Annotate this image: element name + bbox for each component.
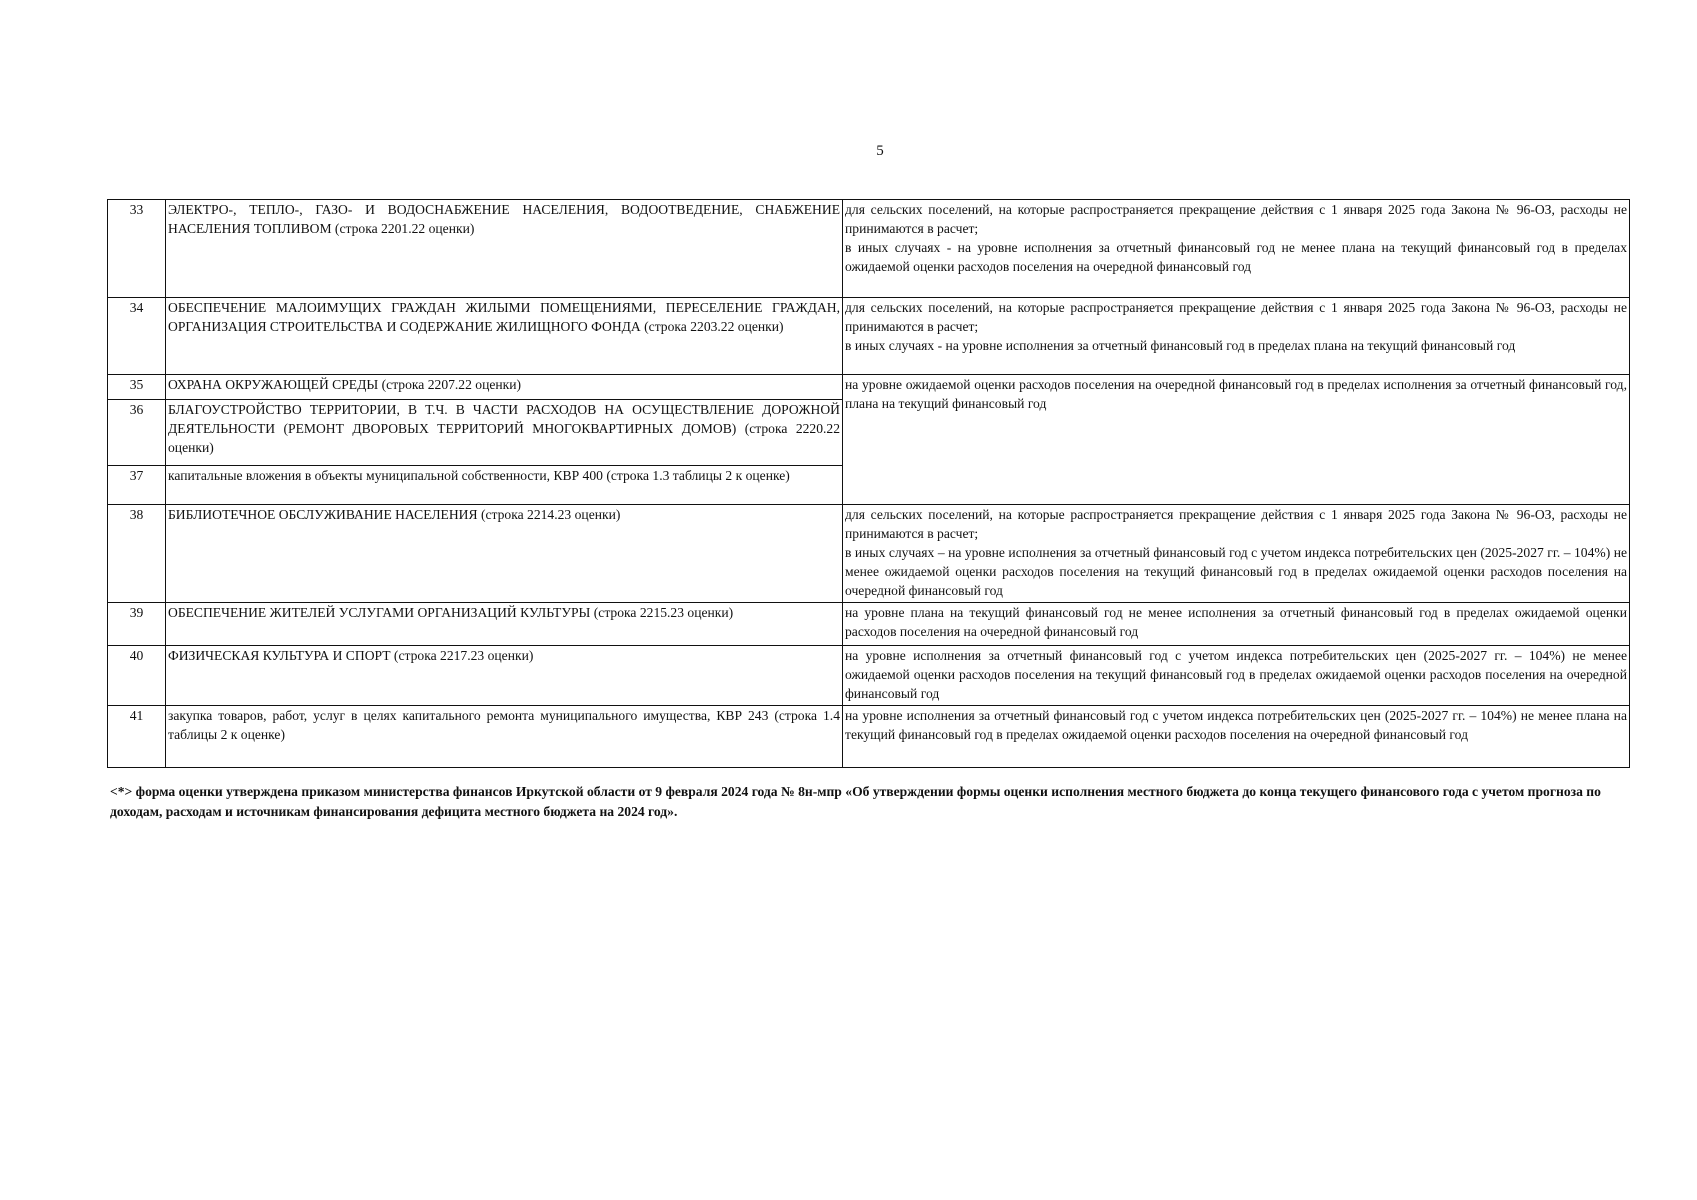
- row-number: 35: [108, 375, 166, 400]
- expense-item: ЭЛЕКТРО-, ТЕПЛО-, ГАЗО- И ВОДОСНАБЖЕНИЕ НАСЕЛЕНИЯ, ВОДООТВЕДЕНИЕ, СНАБЖЕНИЕ НАСЕЛЕНИЯ ТОПЛИВОМ (строка 2201.22 оценки): [166, 200, 843, 298]
- table-row: [108, 298, 1630, 375]
- rule-text: на уровне плана на текущий финансовый год не менее исполнения за отчетный финансовый год в пределах ожидаемой оценки расходов поселения на очередной финансовый год: [845, 605, 1627, 639]
- rule-text: на уровне исполнения за отчетный финансовый год с учетом индекса потребительских цен (2025-2027 гг. – 104%) не менее плана на текущий финансовый год в пределах ожидаемой оценки расходов поселения на очередной финансовый год: [845, 708, 1627, 742]
- row-number: 39: [108, 603, 166, 646]
- table-row: [108, 375, 1630, 400]
- table-row: [108, 505, 1630, 603]
- table-row: [108, 603, 1630, 646]
- expense-item: закупка товаров, работ, услуг в целях капитального ремонта муниципального имущества, КВР 243 (строка 1.4 таблицы 2 к оценке): [166, 706, 843, 768]
- expense-item: ОБЕСПЕЧЕНИЕ МАЛОИМУЩИХ ГРАЖДАН ЖИЛЫМИ ПОМЕЩЕНИЯМИ, ПЕРЕСЕЛЕНИЕ ГРАЖДАН, ОРГАНИЗАЦИЯ СТРОИТЕЛЬСТВА И СОДЕРЖАНИЕ ЖИЛИЩНОГО ФОНДА (строка 2203.22 оценки): [166, 298, 843, 375]
- calculation-rule: [843, 298, 1630, 375]
- rule-text: на уровне исполнения за отчетный финансовый год с учетом индекса потребительских цен (2025-2027 гг. – 104%) не менее ожидаемой оценки расходов поселения на текущий финансовый год в пределах ожидаемой оценки расходов поселения на очередной финансовый год: [845, 648, 1627, 701]
- rule-text: для сельских поселений, на которые распространяется прекращение действия с 1 января 2025 года Закона № 96-ОЗ, расходы не принимаются в расчет; в иных случаях - на уровне исполнения за отчетный финансовый год не менее плана на текущий финансовый год в пределах ожидаемой оценки расходов поселения на очередной финансовый год: [845, 202, 1627, 274]
- expense-item: ОБЕСПЕЧЕНИЕ ЖИТЕЛЕЙ УСЛУГАМИ ОРГАНИЗАЦИЙ КУЛЬТУРЫ (строка 2215.23 оценки): [166, 603, 843, 646]
- table-row: [108, 706, 1630, 768]
- calculation-rule: [843, 646, 1630, 706]
- row-number: 37: [108, 466, 166, 505]
- row-number: 33: [108, 200, 166, 298]
- expense-item: БЛАГОУСТРОЙСТВО ТЕРРИТОРИИ, В Т.Ч. В ЧАСТИ РАСХОДОВ НА ОСУЩЕСТВЛЕНИЕ ДОРОЖНОЙ ДЕЯТЕЛЬНОСТИ (РЕМОНТ ДВОРОВЫХ ТЕРРИТОРИЙ МНОГОКВАРТИРНЫХ ДОМОВ) (строка 2220.22 оценки): [166, 400, 843, 466]
- expense-item: ОХРАНА ОКРУЖАЮЩЕЙ СРЕДЫ (строка 2207.22 оценки): [166, 375, 843, 400]
- calculation-rule: [843, 603, 1630, 646]
- calculation-rule: [843, 375, 1630, 505]
- table-row: [108, 200, 1630, 298]
- rule-text: для сельских поселений, на которые распространяется прекращение действия с 1 января 2025 года Закона № 96-ОЗ, расходы не принимаются в расчет; в иных случаях – на уровне исполнения за отчетный финансовый год с учетом индекса потребительских цен (2025-2027 гг. – 104%) не менее ожидаемой оценки расходов поселения на текущий финансовый год в пределах ожидаемой оценки расходов поселения на очередной финансовый год: [845, 507, 1627, 598]
- row-number: 40: [108, 646, 166, 706]
- row-number: 34: [108, 298, 166, 375]
- row-number: 38: [108, 505, 166, 603]
- budget-rules-table: [107, 199, 1630, 768]
- calculation-rule: [843, 706, 1630, 768]
- row-number: 41: [108, 706, 166, 768]
- page-number: 5: [876, 143, 884, 159]
- calculation-rule: [843, 505, 1630, 603]
- expense-item: капитальные вложения в объекты муниципальной собственности, КВР 400 (строка 1.3 таблицы 2 к оценке): [166, 466, 843, 505]
- calculation-rule: [843, 200, 1630, 298]
- table-row: [108, 646, 1630, 706]
- footnote: <*> форма оценки утверждена приказом министерства финансов Иркутской области от 9 февраля 2024 года № 8н-мпр «Об утверждении формы оценки исполнения местного бюджета до конца текущего финансового года с учетом прогноза по доходам, расходам и источникам финансирования дефицита местного бюджета на 2024 год».: [110, 784, 1601, 819]
- row-number: 36: [108, 400, 166, 466]
- rule-text: на уровне ожидаемой оценки расходов поселения на очередной финансовый год в пределах исполнения за отчетный финансовый год, плана на текущий финансовый год: [845, 377, 1627, 411]
- expense-item: БИБЛИОТЕЧНОЕ ОБСЛУЖИВАНИЕ НАСЕЛЕНИЯ (строка 2214.23 оценки): [166, 505, 843, 603]
- rule-text: для сельских поселений, на которые распространяется прекращение действия с 1 января 2025 года Закона № 96-ОЗ, расходы не принимаются в расчет; в иных случаях - на уровне исполнения за отчетный финансовый год в пределах плана на текущий финансовый год: [845, 300, 1627, 353]
- expense-item: ФИЗИЧЕСКАЯ КУЛЬТУРА И СПОРТ (строка 2217.23 оценки): [166, 646, 843, 706]
